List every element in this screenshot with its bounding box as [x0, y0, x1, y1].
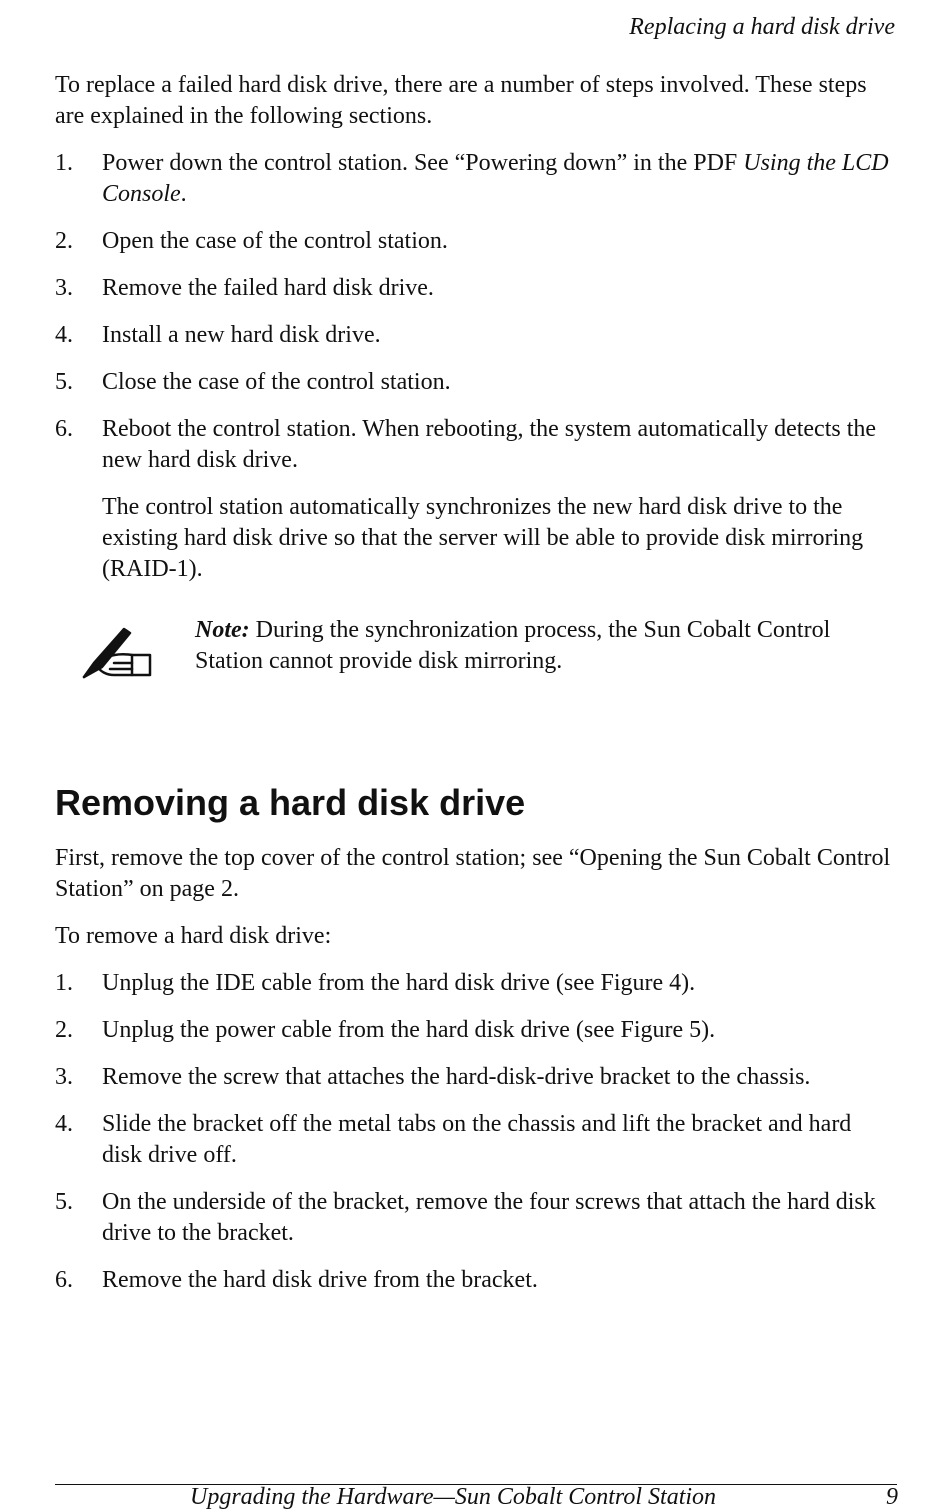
section-paragraph: To remove a hard disk drive: [55, 923, 332, 949]
writing-hand-icon [80, 623, 156, 681]
step-number: 2. [55, 228, 73, 254]
running-header: Replacing a hard disk drive [629, 14, 895, 40]
step-tail: . [180, 181, 187, 207]
list-item [55, 1062, 895, 1093]
section-paragraph: First, remove the top cover of the control station; see “Opening the Sun Cobalt Control Station” on page 2. [55, 845, 891, 902]
page-number: 9 [886, 1484, 898, 1510]
step-number: 4. [55, 1111, 73, 1137]
list-item [55, 148, 895, 210]
step-number: 6. [55, 416, 73, 442]
list-item [55, 414, 895, 585]
section-heading: Removing a hard disk drive [55, 782, 526, 823]
page-content [55, 70, 895, 1312]
step-text: On the underside of the bracket, remove the four screws that attach the hard disk drive to the bracket. [102, 1189, 876, 1246]
step-number: 5. [55, 369, 73, 395]
note-text [195, 615, 895, 677]
step-number: 6. [55, 1267, 73, 1293]
list-item [55, 273, 895, 304]
replace-steps-list [55, 148, 895, 585]
step-number: 3. [55, 275, 73, 301]
step-text: Remove the failed hard disk drive. [102, 275, 434, 301]
step-text: Install a new hard disk drive. [102, 322, 381, 348]
step-number: 5. [55, 1189, 73, 1215]
step-number: 1. [55, 970, 73, 996]
list-item [55, 1187, 895, 1249]
step-text: Reboot the control station. When rebooting, the system automatically detects the new hard disk drive. [102, 416, 877, 473]
step-text: Remove the screw that attaches the hard-disk-drive bracket to the chassis. [102, 1064, 811, 1090]
step-number: 4. [55, 322, 73, 348]
step-extra-paragraph: The control station automatically synchronizes the new hard disk drive to the existing hard disk drive so that the server will be able to provide disk mirroring (RAID-1). [102, 494, 864, 582]
step-text: Power down the control station. See “Powering down” in the PDF [102, 150, 744, 176]
step-text: Open the case of the control station. [102, 228, 448, 254]
list-item [55, 226, 895, 257]
list-item [55, 367, 895, 398]
step-text: Remove the hard disk drive from the bracket. [102, 1267, 538, 1293]
step-number: 2. [55, 1017, 73, 1043]
list-item [55, 320, 895, 351]
list-item [55, 1109, 895, 1171]
list-item [55, 1015, 895, 1046]
note-box [55, 615, 895, 695]
list-item [55, 1265, 895, 1296]
step-number: 1. [55, 150, 73, 176]
note-body: During the synchronization process, the Sun Cobalt Control Station cannot provide disk mirroring. [195, 617, 831, 674]
list-item [55, 968, 895, 999]
footer-title: Upgrading the Hardware—Sun Cobalt Control Station [190, 1484, 717, 1510]
remove-steps-list [55, 968, 895, 1296]
step-text: Unplug the power cable from the hard disk drive (see Figure 5). [102, 1017, 716, 1043]
step-text: Slide the bracket off the metal tabs on the chassis and lift the bracket and hard disk drive off. [102, 1111, 852, 1168]
pdf-title: Using the LCD Console [102, 150, 889, 207]
step-text: Unplug the IDE cable from the hard disk drive (see Figure 4). [102, 970, 696, 996]
step-number: 3. [55, 1064, 73, 1090]
note-label: Note: [195, 617, 250, 643]
step-text: Close the case of the control station. [102, 369, 451, 395]
intro-paragraph: To replace a failed hard disk drive, there are a number of steps involved. These steps are explained in the following sections. [55, 72, 867, 129]
